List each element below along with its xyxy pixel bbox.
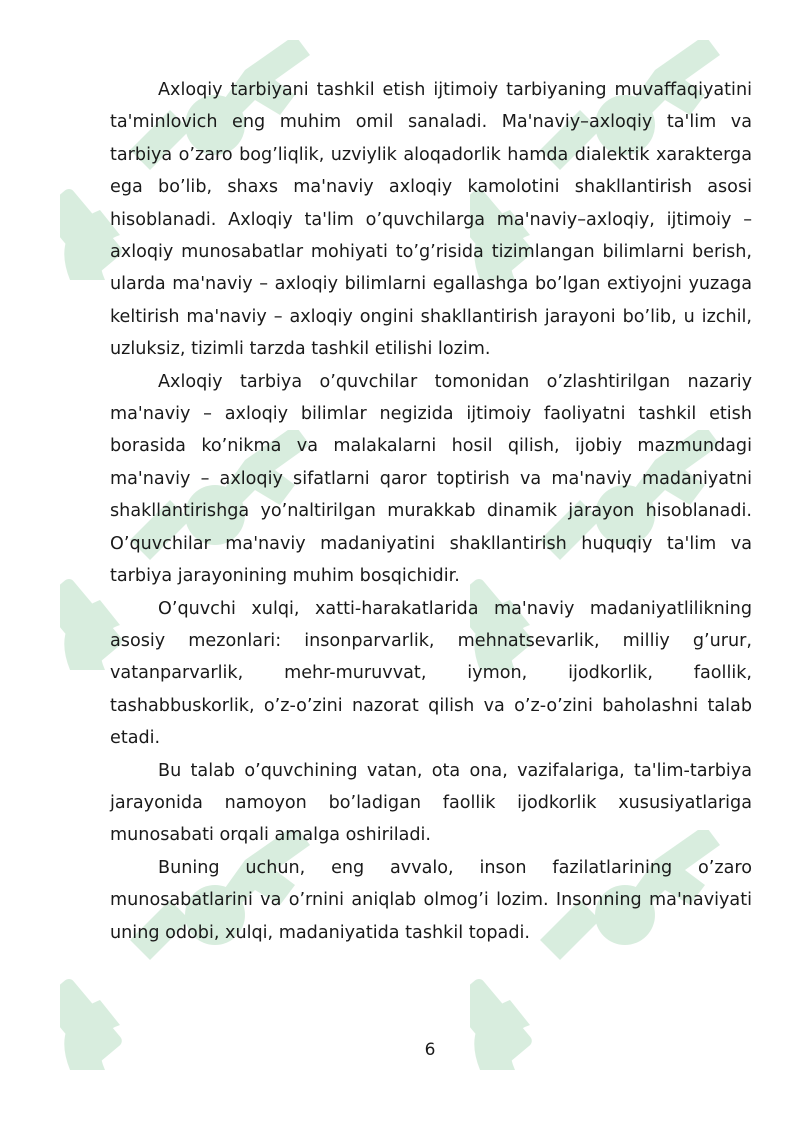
paragraph: O’quvchi xulqi, xatti-harakatlarida ma'naviy madaniyatlilikning asosiy mezonlari: insonparvarlik, mehnatsevarlik, milliy g’urur, vatanparvarlik, mehr-muruvvat, iymon, ijodkorlik, faollik, tashabbuskorlik, o’z-o’zini nazorat qilish va o’z-o’zini baholashni talab etadi. xyxy=(110,598,752,749)
document-body xyxy=(110,74,752,949)
paragraph: Bu talab o’quvchining vatan, ota ona, vazifalariga, ta'lim-tarbiya jarayonida namoyon bo’ladigan faollik ijodkorlik xususiyatlariga munosabati orqali amalga oshiriladi. xyxy=(110,760,752,846)
paragraph: Axloqiy tarbiya o’quvchilar tomonidan o’zlashtirilgan nazariy ma'naviy – axloqiy bilimlar negizida ijtimoiy faoliyatni tashkil etish borasida ko’nikma va malakalarni hosil qilish, ijobiy mazmundagi ma'naviy – axloqiy sifatlarni qaror toptirish va ma'naviy madaniyatni shakllantirishga yo’naltirilgan murakkab dinamik jarayon hisoblanadi. O’quvchilar ma'naviy madaniyatini shakllantirish huquqiy ta'lim va tarbiya jarayonining muhim bosqichidir. xyxy=(110,371,752,587)
paragraph: Buning uchun, eng avvalo, inson fazilatlarining o’zaro munosabatlarini va o’rnini aniqlab olmog’i lozim. Insonning ma'naviyati uning odobi, xulqi, madaniyatida tashkil topadi. xyxy=(110,857,752,943)
paragraph: Axloqiy tarbiyani tashkil etish ijtimoiy tarbiyaning muvaffaqiyatini ta'minlovich eng muhim omil sanaladi. Ma'naviy–axloqiy ta'lim va tarbiya o’zaro bog’liqlik, uzviylik aloqadorlik hamda dialektik xarakterga ega bo’lib, shaxs ma'naviy axloqiy kamolotini shakllantirish asosi hisoblanadi. Axloqiy ta'lim o’quvchilarga ma'naviy–axloqiy, ijtimoiy – axloqiy munosabatlar mohiyati to’g’risida tizimlangan bilimlarni berish, ularda ma'naviy – axloqiy bilimlarni egallashga bo’lgan extiyojni yuzaga keltirish ma'naviy – axloqiy ongini shakllantirish jarayoni bo’lib, u izchil, uzluksiz, tizimli tarzda tashkil etilishi lozim. xyxy=(110,80,752,360)
page-number: 6 xyxy=(424,1040,436,1060)
